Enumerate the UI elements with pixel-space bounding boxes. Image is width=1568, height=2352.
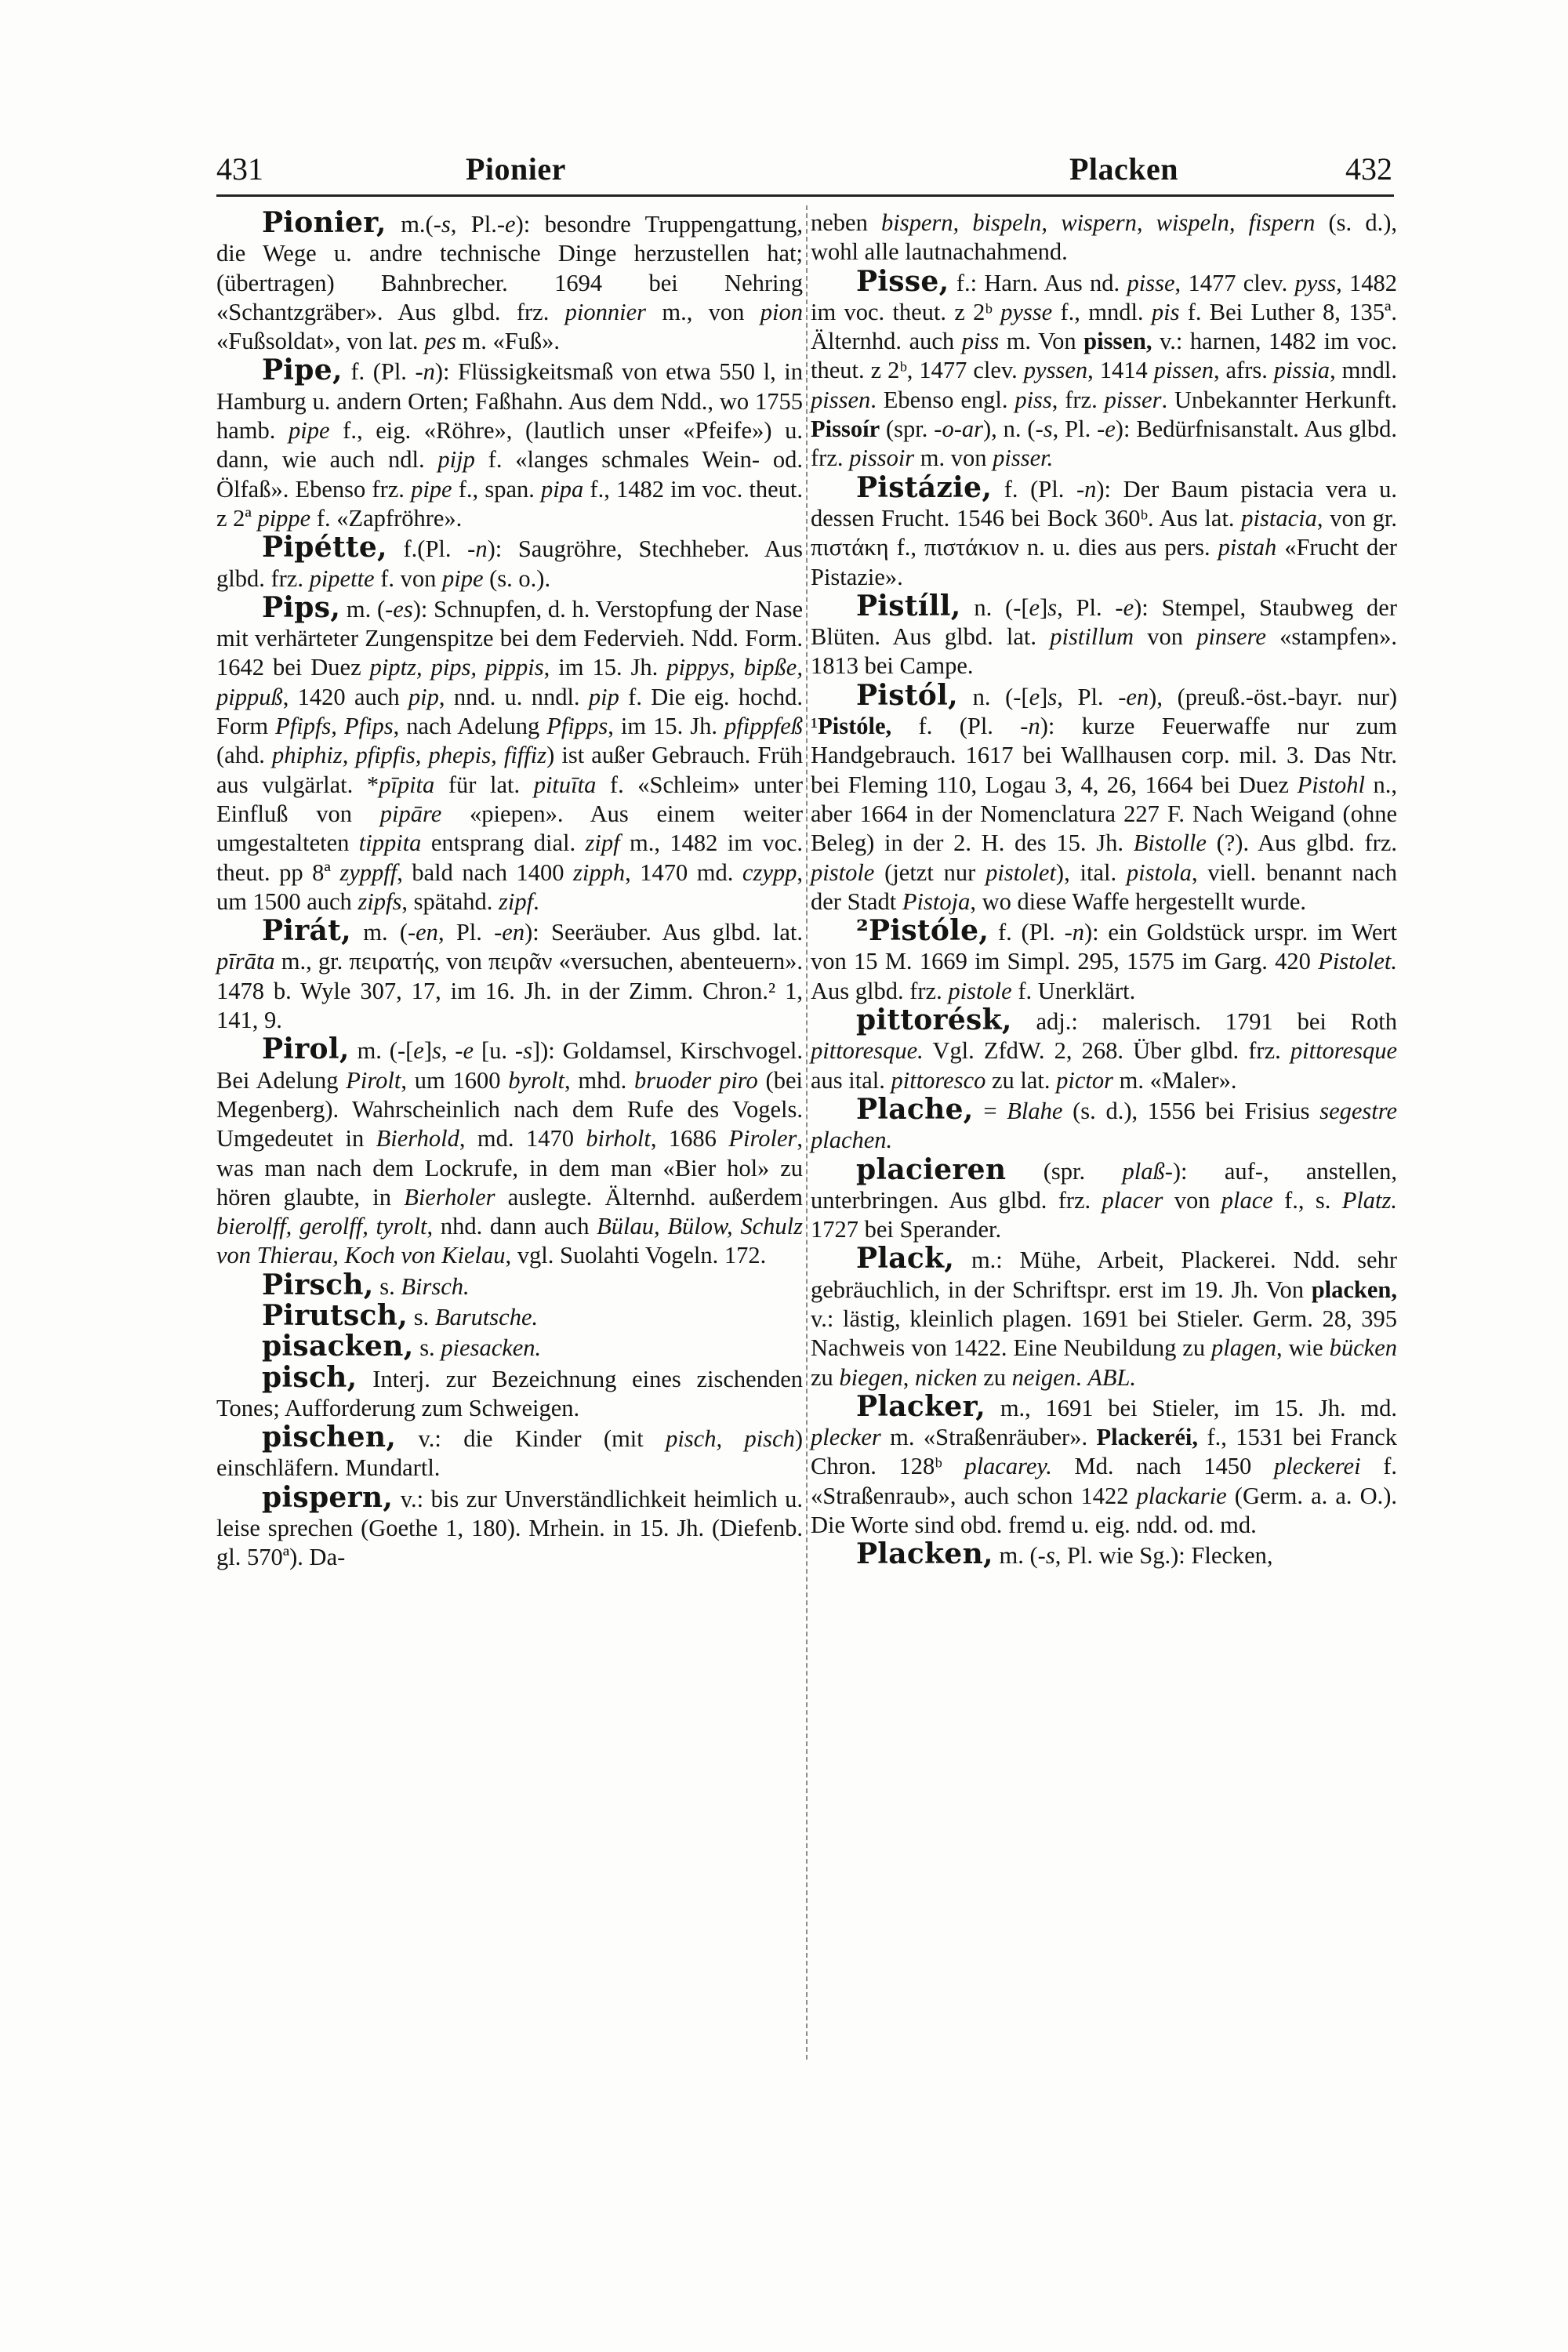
entry-body: neben bispern, bispeln, wispern, wispeln, fispern (s. d.), wohl alle lautnachahmend.	[811, 209, 1398, 266]
headword-pisacken: pisacken,	[261, 1330, 414, 1363]
dictionary-entry	[811, 1152, 1398, 1245]
headword-pist-ll: Pistíll,	[855, 589, 961, 622]
left-column	[216, 206, 804, 1573]
entry-body: n. (-[e]s, Pl. -e): Stempel, Staubweg der Blüten. Aus glbd. lat. pistillum von pinsere «stampfen». 1813 bei Campe.	[811, 593, 1397, 680]
headword-plache: Plache,	[855, 1092, 974, 1126]
entry-body: adj.: malerisch. 1791 bei Roth pittoresque. Vgl. ZfdW. 2, 268. Über glbd. frz. pittoresque aus ital. pittoresco zu lat. pictor m. «Maler».	[811, 1008, 1398, 1094]
headword-pist-l: Pistól,	[855, 678, 958, 712]
headword-placieren: placieren	[855, 1152, 1007, 1186]
headword-pispern: pispern,	[261, 1480, 394, 1514]
dictionary-entry	[811, 1092, 1398, 1156]
entry-continuation	[811, 209, 1397, 267]
headword-pirutsch: Pirutsch,	[261, 1298, 408, 1332]
headword-plack: Plack,	[855, 1242, 955, 1276]
catchword-left: Pionier	[466, 151, 566, 187]
entry-body: m. (-es): Schnupfen, d. h. Verstopfung der Nase mit verhärteter Zungenspitze bei dem Federvieh. Ndd. Form. 1642 bei Duez piptz, pips, pippis, im 15. Jh. pippys, bipße, pippuß, 1420 auch pip, nnd. u. nndl. pip f. Die eig. hochd. Form Pfipfs, Pfips, nach Adelung Pfipps, im 15. Jh. pfippfeß (ahd. phiphiz, pfipfis, phepis, fiffiz) ist außer Gebrauch. Früh aus vulgärlat. *pīpita für lat. pituīta f. «Schleim» unter Einfluß von pipāre «piepen». Aus einem weiter umgestalteten tippita entsprang dial. zipf m., 1482 im voc. theut. pp 8ª zyppff, bald nach 1400 zipph, 1470 md. czypp, um 1500 auch zipfs, spätahd. zipf.	[216, 595, 804, 915]
headword-placken: Placken,	[855, 1537, 993, 1571]
headword-pip-tte: Pipétte,	[261, 531, 387, 564]
dictionary-entry	[811, 678, 1397, 916]
headword-pist-le: ²Pistóle,	[855, 914, 989, 948]
catchword-right: Placken	[1069, 151, 1179, 187]
headword-pips: Pips,	[261, 590, 341, 624]
dictionary-entry	[811, 1389, 1398, 1540]
entry-body: m., 1691 bei Stieler, im 15. Jh. md. plecker m. «Straßenräuber». Plackeréi, f., 1531 bei Franck Chron. 128ᵇ placarey. Md. nach 1450 pleckerei f. «Straßenraub», auch schon 1422 plackarie (Germ. a. a. O.). Die Worte sind obd. fremd u. eig. ndd. od. md.	[811, 1394, 1398, 1539]
headword-pipe: Pipe,	[261, 354, 343, 387]
dictionary-entry	[811, 470, 1398, 592]
headword-pist-zie: Pistázie,	[855, 470, 993, 504]
headword-pirol: Pirol,	[261, 1033, 350, 1066]
dictionary-entry	[216, 590, 804, 916]
dictionary-entry	[216, 1360, 803, 1424]
entry-body: s. piesacken.	[419, 1334, 542, 1362]
dictionary-entry	[811, 264, 1398, 474]
dictionary-entry	[216, 1298, 803, 1332]
headword-pionier: Pionier,	[261, 206, 387, 239]
dictionary-entry	[811, 1244, 1397, 1392]
headword-pirsch: Pirsch,	[261, 1268, 374, 1301]
headword-pir-t: Pirát,	[261, 914, 351, 948]
entry-body: Interj. zur Bezeichnung eines zischenden Tones; Aufforderung zum Schweigen.	[216, 1365, 803, 1421]
entry-body: v.: die Kinder (mit pisch, pisch) einschläfern. Mundartl.	[216, 1425, 804, 1482]
dictionary-entry	[216, 1268, 803, 1301]
dictionary-entry	[811, 1006, 1397, 1095]
headword-pittor-sk: pittorésk,	[855, 1004, 1012, 1037]
header-rule	[216, 194, 1394, 197]
entry-body: = Blahe (s. d.), 1556 bei Frisius segestre plachen.	[811, 1097, 1398, 1154]
dictionary-entry	[216, 916, 803, 1035]
entry-body: s. Barutsche.	[413, 1303, 539, 1330]
entry-body: m. (-en, Pl. -en): Seeräuber. Aus glbd. lat. pīrāta m., gr. πειρατής, von πειρᾶν «versuchen, abenteuern». 1478 b. Wyle 307, 17, im 16. Jh. in der Zimm. Chron.² 1, 141, 9.	[216, 919, 804, 1034]
column-divider	[806, 205, 808, 2060]
entry-body: v.: bis zur Unverständlichkeit heimlich u. leise sprechen (Goethe 1, 180). Mrhein. in 15. Jh. (Diefenb. gl. 570ª). Da-	[216, 1485, 804, 1571]
dictionary-entry	[216, 206, 804, 356]
entry-body: m.: Mühe, Arbeit, Plackerei. Ndd. sehr gebräuchlich, in der Schriftspr. erst im 19. Jh. Von placken, v.: lästig, kleinlich plagen. 1691 bei Stieler. Germ. 28, 395 Nachweis von 1422. Eine Neubildung zu plagen, wie bücken zu biegen, nicken zu neigen. ABL.	[811, 1247, 1397, 1391]
dictionary-entry	[216, 356, 803, 533]
dictionary-entry	[216, 533, 803, 593]
headword-pischen: pischen,	[261, 1421, 397, 1454]
entry-body: m. (-[e]s, -e [u. -s]): Goldamsel, Kirschvogel. Bei Adelung Pirolt, um 1600 byrolt, mhd. bruoder piro (bei Megenberg). Wahrscheinlich nach dem Rufe des Vogels. Umgedeutet in Bierhold, md. 1470 birholt, 1686 Piroler, was man nach dem Lockrufe, in dem man «Bier hol» zu hören glaubte, in Bierholer auslegte. Älternhd. außerdem bierolff, gerolff, tyrolt, nhd. dann auch Bülau, Bülow, Schulz von Thierau, Koch von Kielau, vgl. Suolahti Vogeln. 172.	[216, 1037, 803, 1269]
entry-body: n. (-[e]s, Pl. -en), (preuß.-öst.-bayr. nur) ¹Pistóle, f. (Pl. -n): kurze Feuerwaffe nur zum Handgebrauch. 1617 bei Wallhausen corp. mil. 3. Das Ntr. bei Fleming 110, Logau 3, 4, 26, 1664 bei Duez Pistohl n., aber 1664 in der Nomenclatura 227 F. Nach Weigand (ohne Beleg) in der 2. H. des 15. Jh. Bistolle (?). Aus glbd. frz. pistole (jetzt nur pistolet), ital. pistola, viell. benannt nach der Stadt Pistoja, wo diese Waffe hergestellt wurde.	[811, 683, 1397, 915]
dictionary-entry	[216, 1480, 804, 1573]
entry-body: f. (Pl. -n): Der Baum pistacia vera u. dessen Frucht. 1546 bei Bock 360ᵇ. Aus lat. pistacia, von gr. πιστάκη f., πιστάκιον n. u. dies aus pers. pistah «Frucht der Pistazie».	[811, 475, 1398, 590]
entry-body: f. (Pl. -n): Flüssigkeitsmaß von etwa 550 l, in Hamburg u. andern Orten; Faßhahn. Aus dem Ndd., wo 1755 hamb. pipe f., eig. «Röhre», (lautlich unser «Pfeife») u. dann, wie auch ndl. pijp f. «langes schmales Wein- od. Ölfaß». Ebenso frz. pipe f., span. pipa f., 1482 im voc. theut. z 2ª pippe f. «Zapfröhre».	[216, 358, 804, 532]
dictionary-entry	[811, 916, 1397, 1006]
entry-body: f.: Harn. Aus nd. pisse, 1477 clev. pyss, 1482 im voc. theut. z 2ᵇ pysse f., mndl. pis f. Bei Luther 8, 135ª. Älternhd. auch piss m. Von pissen, v.: harnen, 1482 im voc. theut. z 2ᵇ, 1477 clev. pyssen, 1414 pissen, afrs. pissia, mndl. pissen. Ebenso engl. piss, frz. pisser. Unbekannter Herkunft. Pissoír (spr. -o-ar), n. (-s, Pl. -e): Bedürfnisanstalt. Aus glbd. frz. pissoir m. von pisser.	[811, 269, 1398, 472]
dictionary-entry	[216, 1332, 803, 1363]
dictionary-entry	[811, 1537, 1397, 1571]
running-header	[216, 146, 1392, 193]
headword-pisse: Pisse,	[855, 264, 949, 298]
entry-body: s. Birsch.	[379, 1272, 470, 1300]
dictionary-entry	[216, 1035, 803, 1270]
page-number-right: 432	[1345, 151, 1392, 187]
entry-body: f. (Pl. -n): ein Goldstück urspr. im Wert von 15 M. 1669 im Simpl. 295, 1575 im Garg. 420 Pistolet. Aus glbd. frz. pistole f. Unerklärt.	[811, 919, 1397, 1004]
entry-body: m.(-s, Pl.-e): besondre Truppengattung, die Wege u. andre technische Dinge herzustellen hat; (übertragen) Bahnbrecher. 1694 bei Nehring «Schantzgräber». Aus glbd. frz. pionnier m., von pion «Fußsoldat», von lat. pes m. «Fuß».	[216, 211, 804, 355]
page-number-left: 431	[216, 151, 263, 187]
entry-body: m. (-s, Pl. wie Sg.): Flecken,	[999, 1542, 1273, 1570]
right-column	[811, 209, 1397, 1571]
headword-pisch: pisch,	[261, 1360, 358, 1394]
headword-placker: Placker,	[855, 1389, 986, 1423]
dictionary-entry	[216, 1423, 803, 1483]
entry-body: (spr. plaß-): auf-, anstellen, unterbringen. Aus glbd. frz. placer von place f., s. Platz. 1727 bei Sperander.	[811, 1157, 1398, 1243]
entry-body: f.(Pl. -n): Saugröhre, Stechheber. Aus glbd. frz. pipette f. von pipe (s. o.).	[216, 535, 803, 592]
dictionary-entry	[811, 589, 1397, 681]
